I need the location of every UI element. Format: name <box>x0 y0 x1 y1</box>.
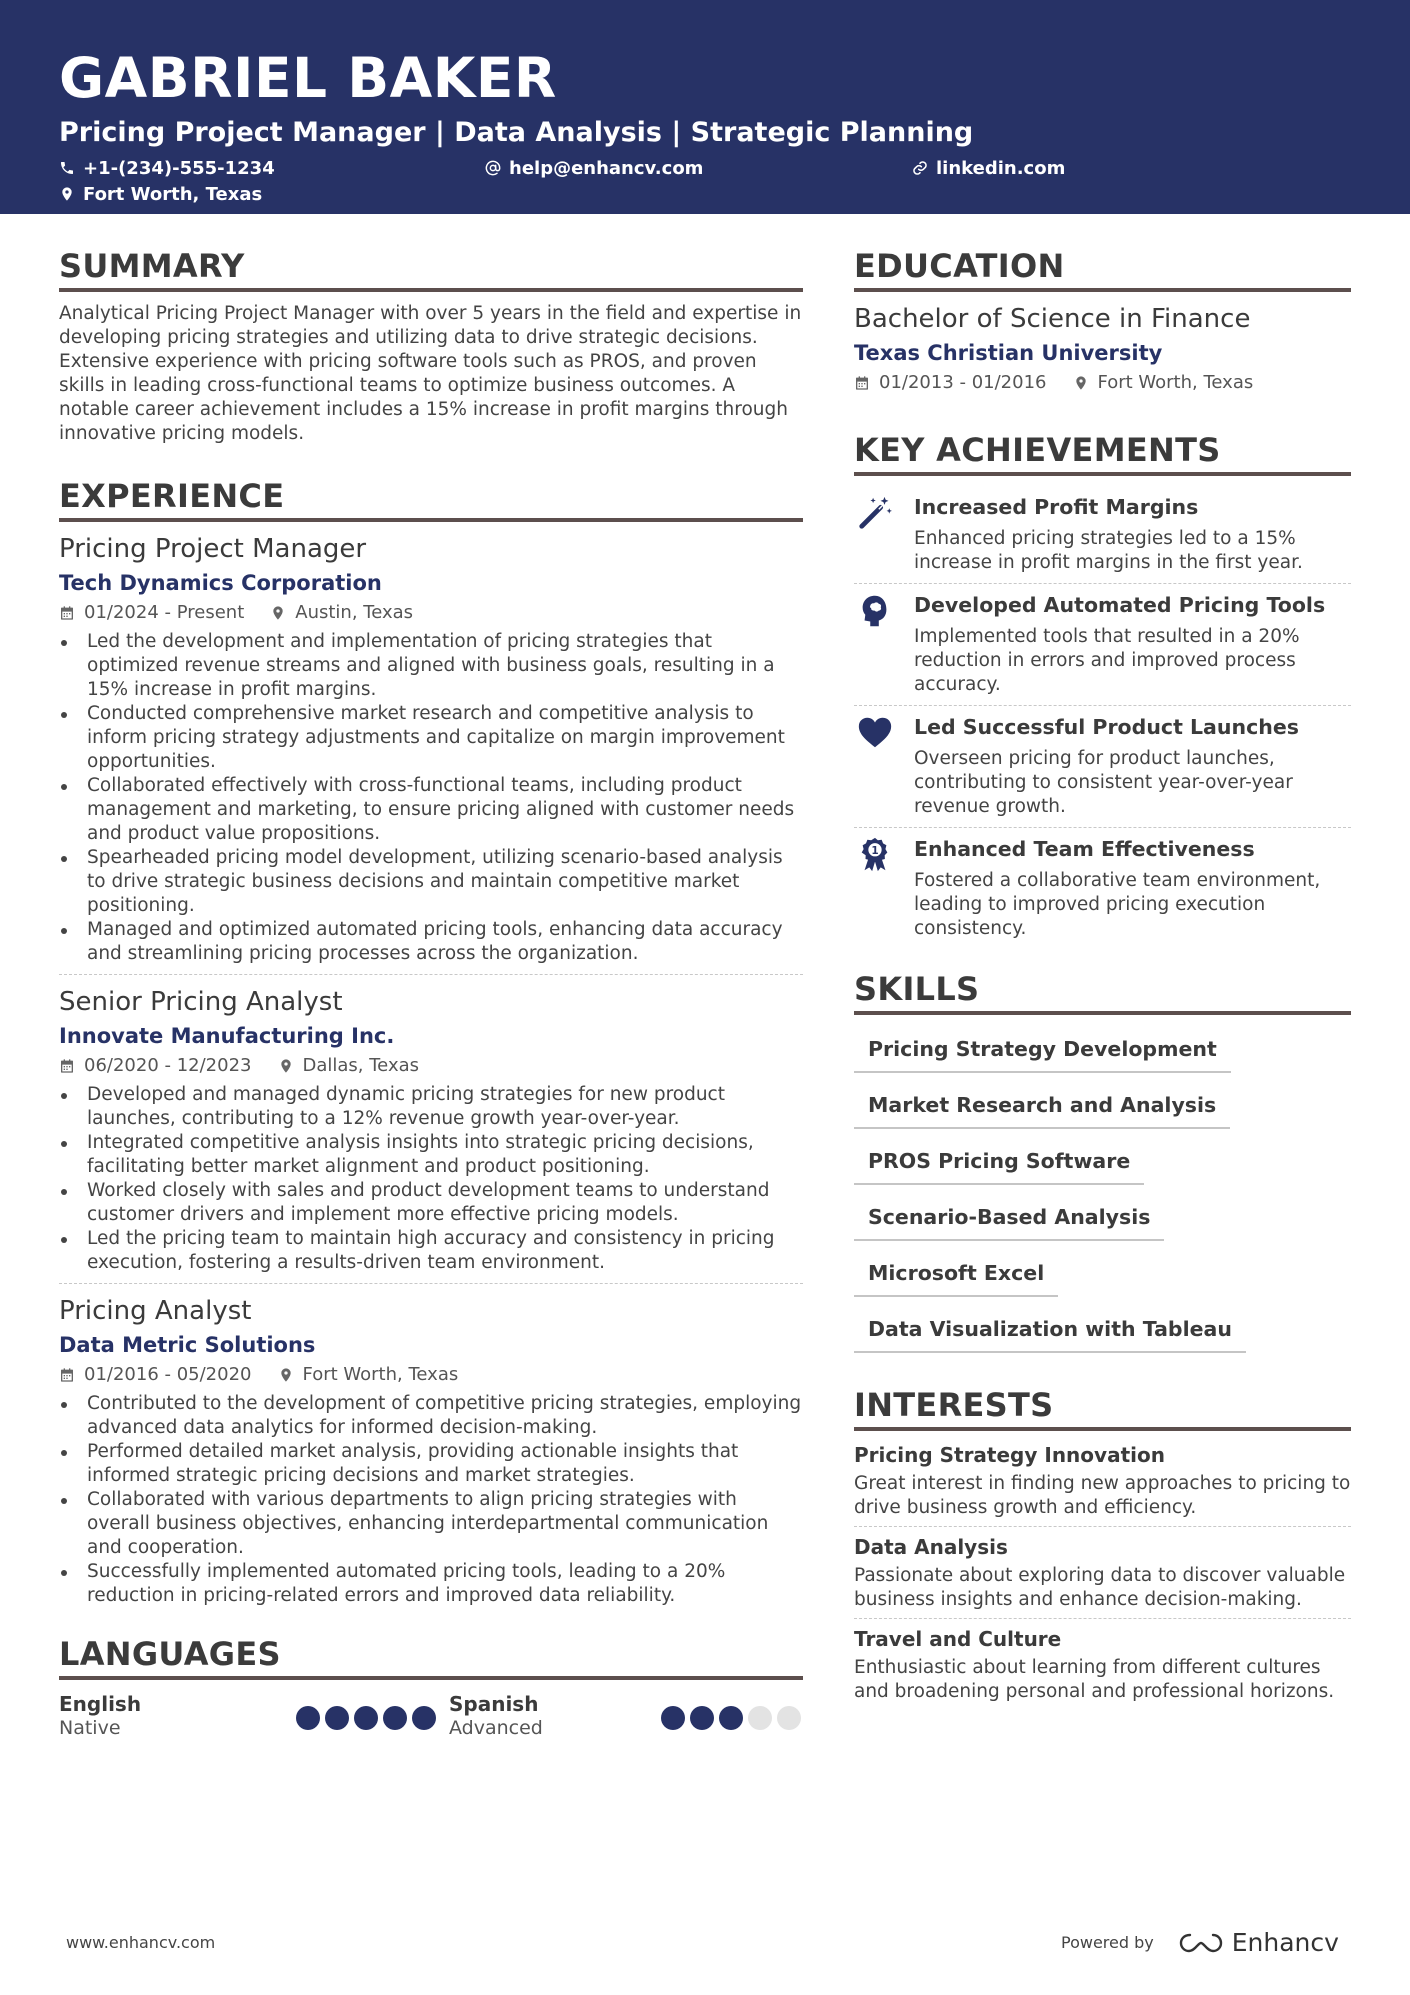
skill-tag: Market Research and Analysis <box>854 1081 1230 1129</box>
divider <box>59 1283 803 1284</box>
divider <box>854 1526 1351 1527</box>
education-dates: 01/2013 - 01/2016 <box>879 372 1047 393</box>
education-degree: Bachelor of Science in Finance <box>854 304 1251 334</box>
footer-website[interactable]: www.enhancv.com <box>66 1933 216 1952</box>
calendar-icon <box>59 605 75 621</box>
brand-name: Enhancv <box>1231 1928 1339 1957</box>
contact-location <box>59 182 262 206</box>
contact-linkedin[interactable] <box>912 156 1065 180</box>
company-name: Data Metric Solutions <box>59 1333 316 1357</box>
interest-desc: Passionate about exploring data to discover valuable business insights and enhance decision-making. <box>854 1565 1346 1610</box>
head-brain-icon <box>856 592 894 630</box>
bullet-item: Led the pricing team to maintain high accuracy and consistency in pricing execution, fostering a results-driven team environment. <box>59 1227 803 1275</box>
interest-item <box>854 1533 1351 1612</box>
email-text: help@enhancv.com <box>509 157 704 179</box>
bullet-item: Spearheaded pricing model development, utilizing scenario-based analysis to drive strategic business decisions and maintain competitive market positioning. <box>59 846 803 918</box>
footer-branding <box>1061 1928 1339 1957</box>
language-level: Advanced <box>449 1717 543 1739</box>
calendar-icon <box>59 1058 75 1074</box>
job-meta <box>59 1053 803 1079</box>
skill-tag: PROS Pricing Software <box>854 1137 1144 1185</box>
phone-icon <box>59 160 75 176</box>
achievement-item <box>854 486 1351 583</box>
candidate-name: GABRIEL BAKER <box>59 46 557 110</box>
job-bullets <box>59 630 803 966</box>
job-title: Pricing Analyst <box>59 1296 252 1326</box>
bullet-item: Contributed to the development of competitive pricing strategies, employing advanced data analytics for informed decision-making. <box>59 1392 803 1440</box>
bullet-item: Collaborated effectively with cross-functional teams, including product management and marketing, to ensure pricing aligned with customer needs and product value propositions. <box>59 774 803 846</box>
job-location: Austin, Texas <box>295 602 414 623</box>
languages-list <box>59 1692 803 1740</box>
company-name: Innovate Manufacturing Inc. <box>59 1024 395 1048</box>
achievement-title: Increased Profit Margins <box>914 495 1199 519</box>
location-pin-icon <box>270 605 286 621</box>
language-rating <box>296 1706 436 1730</box>
at-sign-icon <box>485 160 501 176</box>
skills-list <box>854 1025 1351 1361</box>
interest-title: Pricing Strategy Innovation <box>854 1443 1165 1467</box>
rating-dot-filled <box>661 1706 685 1730</box>
skill-tag: Scenario-Based Analysis <box>854 1193 1164 1241</box>
left-column <box>59 246 803 1740</box>
education-school: Texas Christian University <box>854 341 1163 365</box>
interest-title: Travel and Culture <box>854 1627 1062 1651</box>
enhancv-logo-icon <box>1178 1931 1224 1955</box>
languages-title: LANGUAGES <box>59 1634 803 1680</box>
experience-entry <box>59 1294 803 1608</box>
job-title: Pricing Project Manager <box>59 534 367 564</box>
experience-entry <box>59 985 803 1275</box>
achievement-item <box>854 584 1351 705</box>
skill-tag: Data Visualization with Tableau <box>854 1305 1246 1353</box>
svg-text:1: 1 <box>871 845 879 858</box>
job-meta <box>59 1362 803 1388</box>
interests-title: INTERESTS <box>854 1385 1351 1431</box>
education-location: Fort Worth, Texas <box>1097 372 1254 393</box>
bullet-item: Conducted comprehensive market research and competitive analysis to inform pricing strategy adjustments and capitalize on margin improvement opportunities. <box>59 702 803 774</box>
rating-dot-filled <box>325 1706 349 1730</box>
interest-desc: Enthusiastic about learning from different cultures and broadening personal and professional horizons. <box>854 1657 1335 1702</box>
job-bullets <box>59 1392 803 1608</box>
magic-wand-icon <box>856 494 894 532</box>
rating-dot-filled <box>354 1706 378 1730</box>
achievement-item <box>854 706 1351 827</box>
achievement-desc: Overseen pricing for product launches, contributing to consistent year-over-year revenue growth. <box>914 748 1293 817</box>
divider <box>59 974 803 975</box>
location-pin-icon <box>278 1058 294 1074</box>
achievement-title: Led Successful Product Launches <box>914 715 1299 739</box>
bullet-item: Performed detailed market analysis, providing actionable insights that informed strategic pricing decisions and market strategies. <box>59 1440 803 1488</box>
rating-dot-filled <box>296 1706 320 1730</box>
calendar-icon <box>59 1367 75 1383</box>
location-text: Fort Worth, Texas <box>83 183 263 205</box>
rating-dot-empty <box>748 1706 772 1730</box>
job-dates: 01/2016 - 05/2020 <box>84 1364 252 1385</box>
bullet-item: Developed and managed dynamic pricing strategies for new product launches, contributing to a 12% revenue growth year-over-year. <box>59 1083 803 1131</box>
language-name: Spanish <box>449 1692 539 1716</box>
summary-title: SUMMARY <box>59 246 803 292</box>
interest-title: Data Analysis <box>854 1535 1008 1559</box>
job-location: Dallas, Texas <box>302 1055 419 1076</box>
job-bullets <box>59 1083 803 1275</box>
education-title: EDUCATION <box>854 246 1351 292</box>
contact-info <box>59 156 1351 216</box>
achievement-desc: Enhanced pricing strategies led to a 15% increase in profit margins in the first year. <box>914 528 1303 573</box>
language-rating <box>661 1706 801 1730</box>
powered-by-text: Powered by <box>1061 1933 1154 1952</box>
calendar-icon <box>854 375 870 391</box>
experience-title: EXPERIENCE <box>59 476 803 522</box>
job-title: Senior Pricing Analyst <box>59 987 343 1017</box>
location-pin-icon <box>1073 375 1089 391</box>
language-item <box>449 1692 803 1740</box>
company-name: Tech Dynamics Corporation <box>59 571 382 595</box>
language-level: Native <box>59 1717 121 1739</box>
bullet-item: Integrated competitive analysis insights into strategic pricing decisions, facilitating better market alignment and product positioning. <box>59 1131 803 1179</box>
job-meta <box>59 600 803 626</box>
skills-title: SKILLS <box>854 969 1351 1015</box>
location-pin-icon <box>278 1367 294 1383</box>
achievement-title: Enhanced Team Effectiveness <box>914 837 1255 861</box>
bullet-item: Worked closely with sales and product development teams to understand customer drivers and implement more effective pricing models. <box>59 1179 803 1227</box>
right-column <box>854 246 1351 1704</box>
summary-text: Analytical Pricing Project Manager with over 5 years in the field and expertise in developing pricing strategies and utilizing data to drive strategic decisions. Extensive experience with pricing software tools such as PROS, and proven skills in leading cross-functional teams to optimize business outcomes. A notable career achievement includes a 15% increase in profit margins through innovative pricing models. <box>59 303 802 444</box>
achievement-desc: Fostered a collaborative team environment, leading to improved pricing execution consistency. <box>914 870 1321 939</box>
bullet-item: Collaborated with various departments to align pricing strategies with overall business objectives, enhancing interdepartmental communication and cooperation. <box>59 1488 803 1560</box>
location-pin-icon <box>59 186 75 202</box>
rating-dot-filled <box>690 1706 714 1730</box>
rating-dot-empty <box>777 1706 801 1730</box>
education-meta <box>854 370 1351 396</box>
job-location: Fort Worth, Texas <box>302 1364 459 1385</box>
bullet-item: Managed and optimized automated pricing tools, enhancing data accuracy and streamlining pricing processes across the organization. <box>59 918 803 966</box>
language-name: English <box>59 1692 142 1716</box>
skill-tag: Pricing Strategy Development <box>854 1025 1231 1073</box>
linkedin-text: linkedin.com <box>936 157 1066 179</box>
achievement-item <box>854 828 1351 949</box>
rating-dot-filled <box>412 1706 436 1730</box>
link-icon <box>912 160 928 176</box>
bullet-item: Led the development and implementation of pricing strategies that optimized revenue streams and aligned with business goals, resulting in a 15% increase in profit margins. <box>59 630 803 702</box>
interest-desc: Great interest in finding new approaches to pricing to drive business growth and efficiency. <box>854 1473 1351 1518</box>
experience-entry <box>59 532 803 966</box>
rating-dot-filled <box>383 1706 407 1730</box>
interest-item <box>854 1625 1351 1704</box>
job-dates: 01/2024 - Present <box>84 602 245 623</box>
brand-logo[interactable] <box>1178 1928 1339 1957</box>
achievement-desc: Implemented tools that resulted in a 20% reduction in errors and improved process accuracy. <box>914 626 1300 695</box>
bullet-item: Successfully implemented automated pricing tools, leading to a 20% reduction in pricing-related errors and improved data reliability. <box>59 1560 803 1608</box>
heart-icon <box>856 714 894 752</box>
award-ribbon-icon <box>856 836 894 874</box>
achievements-title: KEY ACHIEVEMENTS <box>854 430 1351 476</box>
skill-tag: Microsoft Excel <box>854 1249 1058 1297</box>
contact-email[interactable] <box>485 156 703 180</box>
contact-phone[interactable] <box>59 156 275 180</box>
rating-dot-filled <box>719 1706 743 1730</box>
divider <box>854 1618 1351 1619</box>
phone-text: +1-(234)-555-1234 <box>83 157 275 179</box>
achievement-title: Developed Automated Pricing Tools <box>914 593 1326 617</box>
language-item <box>59 1692 449 1740</box>
candidate-headline: Pricing Project Manager | Data Analysis | Strategic Planning <box>59 117 974 148</box>
interest-item <box>854 1441 1351 1520</box>
resume-header <box>0 0 1410 214</box>
job-dates: 06/2020 - 12/2023 <box>84 1055 252 1076</box>
